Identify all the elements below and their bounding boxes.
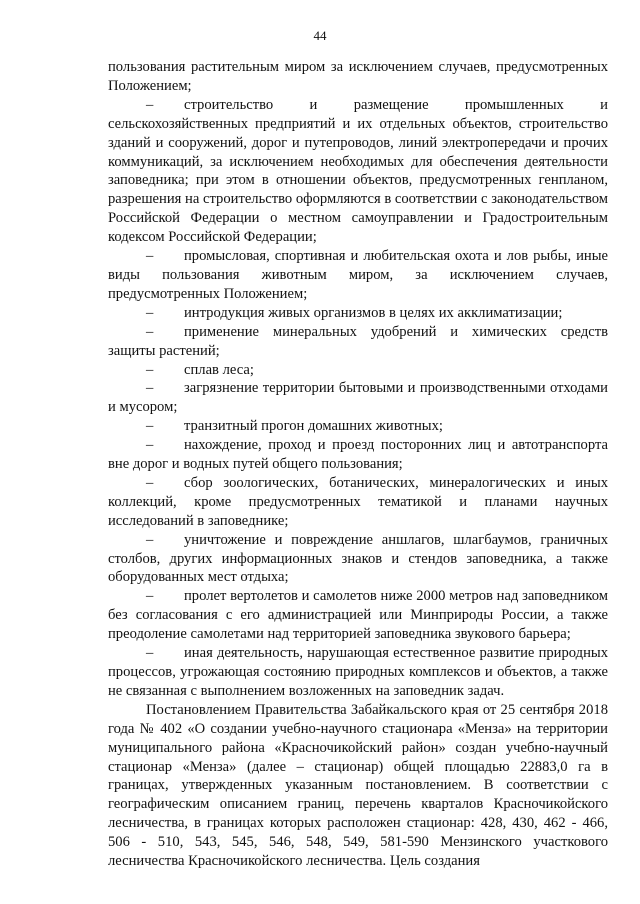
list-dash: – bbox=[146, 418, 154, 435]
list-item bbox=[108, 247, 608, 304]
list-item-text: транзитный прогон домашних животных; bbox=[184, 418, 443, 435]
list-item bbox=[108, 474, 608, 531]
list-dash: – bbox=[146, 304, 154, 321]
page-number: 44 bbox=[313, 28, 327, 43]
list-dash: – bbox=[146, 361, 154, 378]
list-item-text: уничтожение и повреждение аншлагов, шлагбаумов, граничных столбов, других информационных знаков и стендов заповедника, а также оборудованных мест отдыха; bbox=[108, 531, 608, 586]
list-item-text: применение минеральных удобрений и химических средств защиты растений; bbox=[108, 323, 608, 359]
list-item bbox=[108, 436, 608, 474]
list-item-text: сбор зоологических, ботанических, минералогических и иных коллекций, кроме предусмотренных тематикой и планами научных исследований в заповеднике; bbox=[108, 474, 608, 529]
list-item-text: промысловая, спортивная и любительская охота и лов рыбы, иные виды пользования животным миром, за исключением случаев, предусмотренных Положением; bbox=[108, 248, 608, 302]
list-item-text: нахождение, проход и проезд посторонних лиц и автотранспорта вне дорог и водных путей общего пользования; bbox=[108, 437, 608, 473]
list-item bbox=[108, 379, 608, 417]
list-dash: – bbox=[146, 437, 154, 454]
list-item-text: строительство и размещение промышленных и сельскохозяйственных предприятий и их отдельных объектов, строительство зданий и сооружений, дорог и путепроводов, линий электропередачи и прочих коммуникаций, за исключением необходимых для обеспечения деятельности заповедника; при этом в отношении объектов, предусмотренных генпланом, разрешения на строительство оформляются в соответствии с законодательством Российской Федерации о местном самоуправлении и Градостроительным кодексом Российской Федерации; bbox=[108, 96, 608, 246]
list-dash: – bbox=[146, 248, 154, 265]
list-item bbox=[108, 361, 608, 380]
list-item-text: пролет вертолетов и самолетов ниже 2000 метров над заповедником без согласования с его администрацией или Минприроды России, а также преодоление самолетами над территорией заповедника звукового барьера; bbox=[108, 588, 608, 643]
list-item bbox=[108, 323, 608, 361]
document-body bbox=[108, 58, 608, 871]
continuation-text: пользования растительным миром за исключением случаев, предусмотренных Положением; bbox=[108, 59, 608, 94]
list-item bbox=[108, 644, 608, 701]
list-dash: – bbox=[146, 588, 154, 605]
list-item bbox=[108, 417, 608, 436]
list-item bbox=[108, 304, 608, 323]
list-item-text: иная деятельность, нарушающая естественное развитие природных процессов, угрожающая состоянию природных комплексов и объектов, а также не связанная с выполнением возложенных на заповедник задач. bbox=[108, 645, 608, 699]
list-item-text: сплав леса; bbox=[184, 361, 254, 378]
list-item bbox=[108, 587, 608, 644]
list-item bbox=[108, 96, 608, 247]
list-dash: – bbox=[146, 531, 154, 548]
list-dash: – bbox=[146, 96, 154, 113]
list-dash: – bbox=[146, 474, 154, 491]
paragraph: Постановлением Правительства Забайкальского края от 25 сентября 2018 года № 402 «О создании учебно-научного стационара «Менза» на территории муниципального района «Красночикойский район» создан учебно-научный стационар «Менза» (далее – стационар) общей площадью 22883,0 га в границах, утвержденных указанным постановлением. В соответствии с географическим описанием границ, перечень кварталов Красночикойского лесничества, в границах которых расположен стационар: 428, 430, 462 - 466, 506 - 510, 543, 545, 546, 548, 549, 581-590 Мензинского участкового лесничества Красночикойского лесничества. Цель создания bbox=[108, 701, 608, 870]
list-item-text: интродукция живых организмов в целях их акклиматизации; bbox=[184, 304, 563, 321]
list-item bbox=[108, 531, 608, 588]
list-dash: – bbox=[146, 380, 154, 397]
list-item-text: загрязнение территории бытовыми и производственными отходами и мусором; bbox=[108, 380, 608, 416]
list-dash: – bbox=[146, 645, 154, 662]
list-dash: – bbox=[146, 323, 154, 340]
